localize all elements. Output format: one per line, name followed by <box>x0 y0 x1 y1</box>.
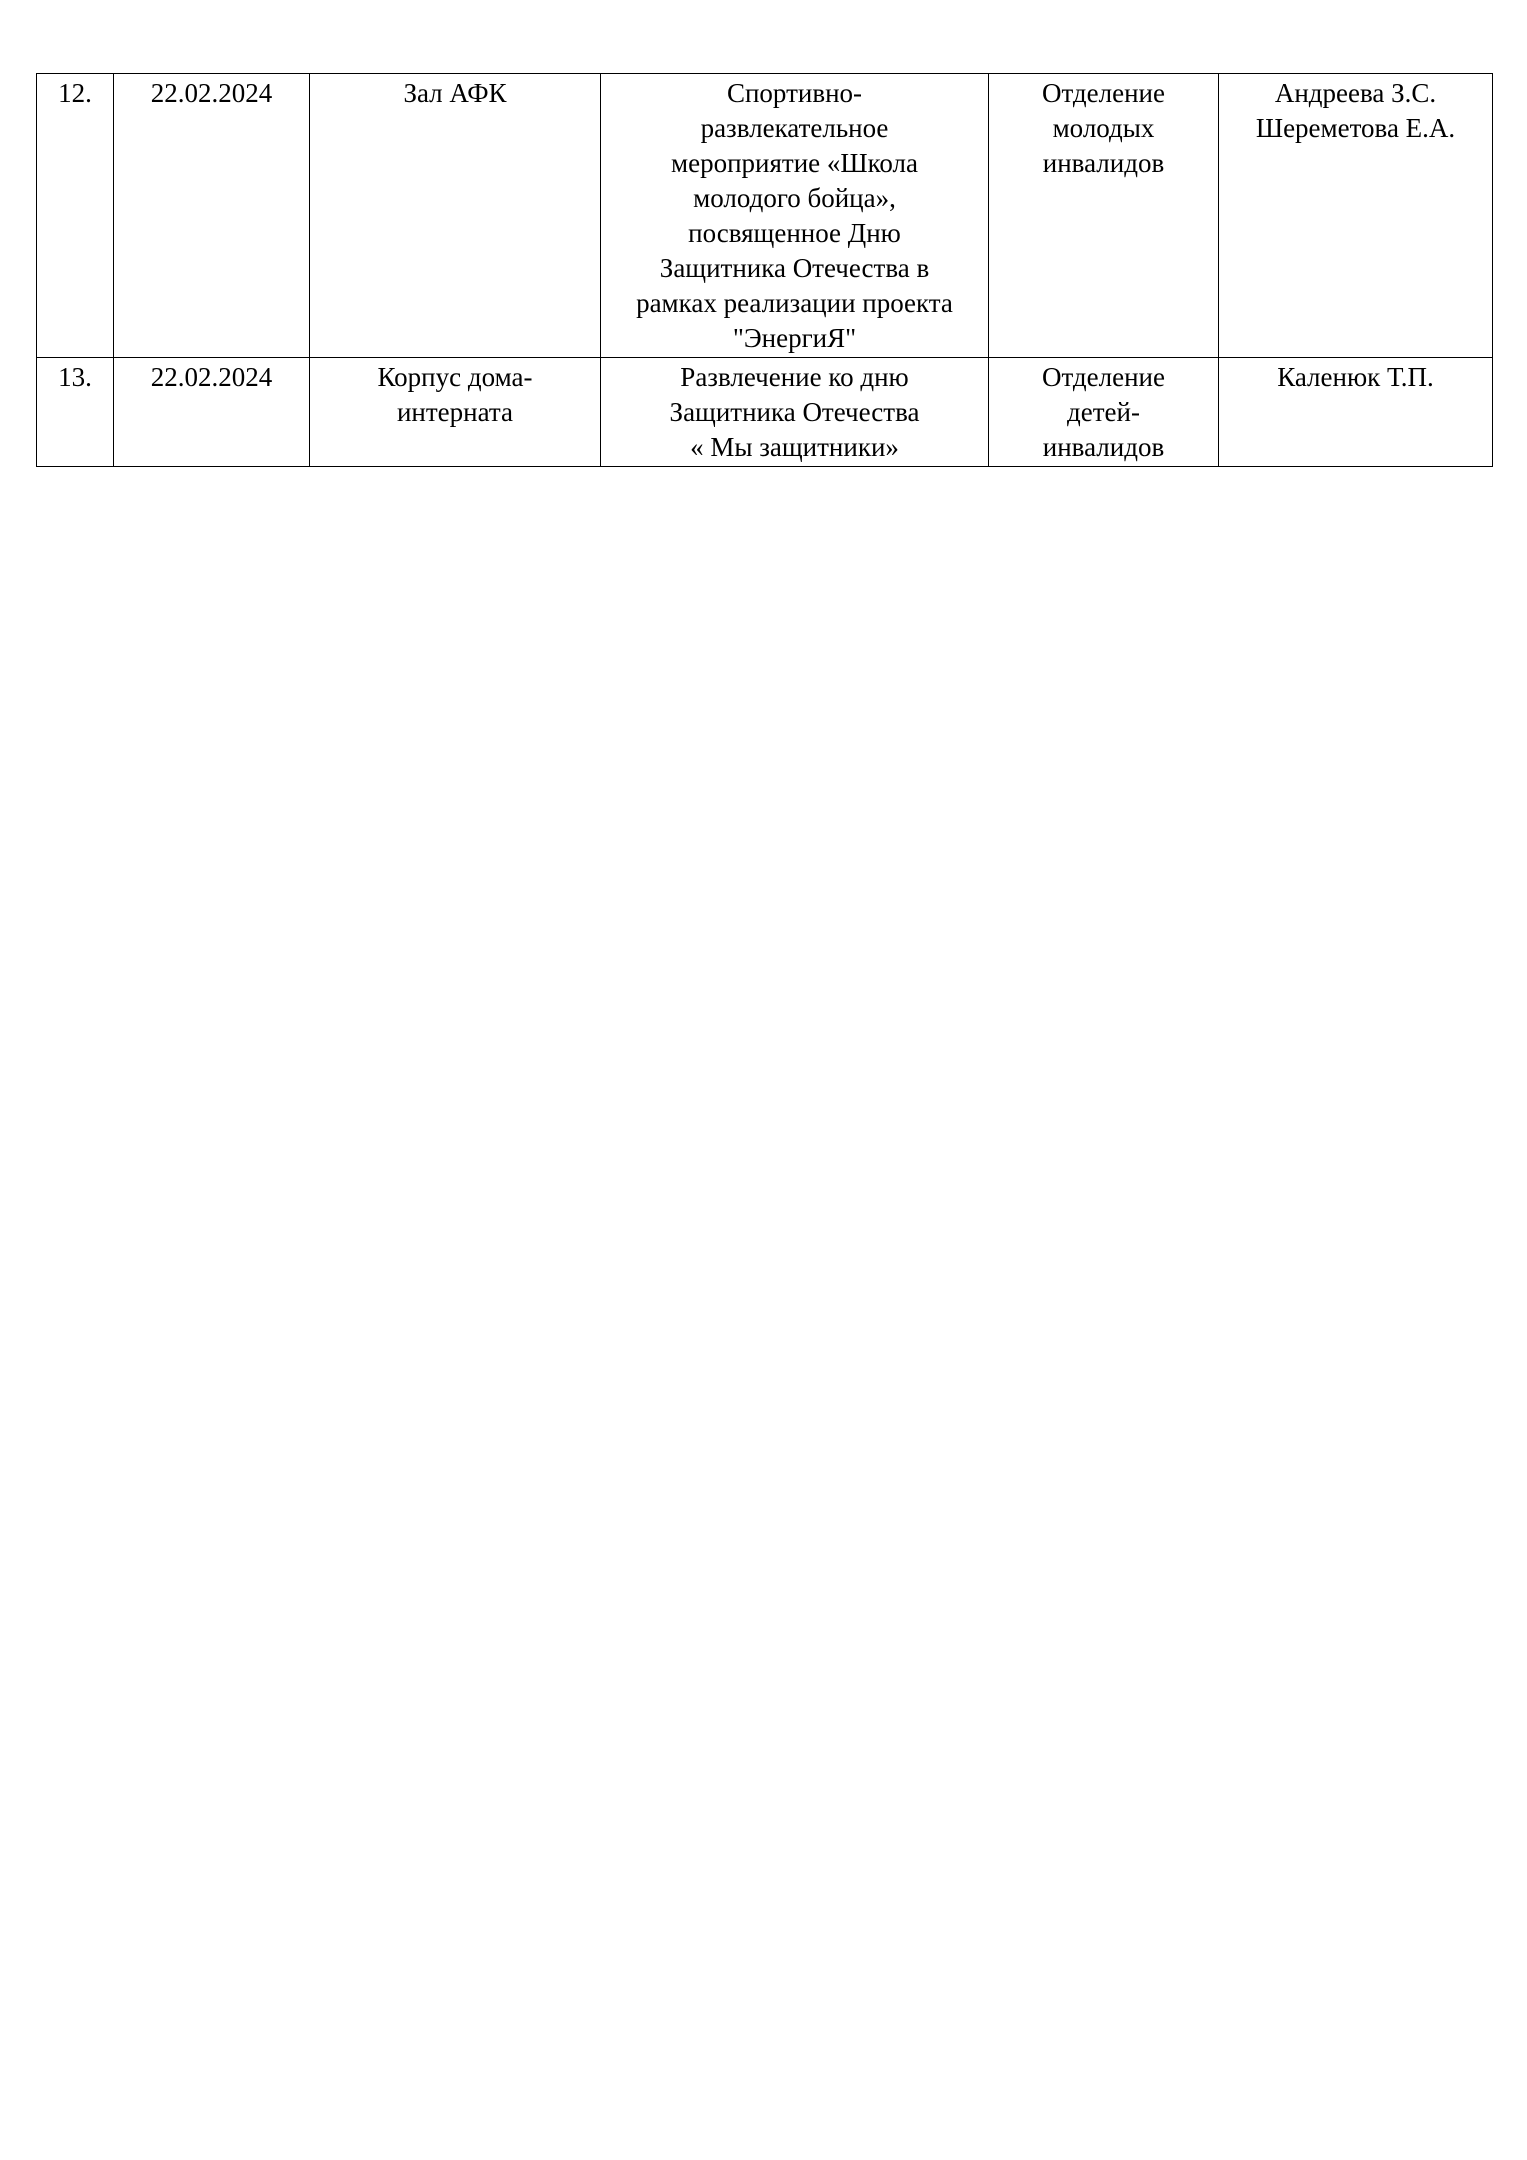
department-cell: Отделение молодых инвалидов <box>989 74 1219 358</box>
place-cell: Зал АФК <box>310 74 601 358</box>
events-table <box>36 73 1493 467</box>
place-cell: Корпус дома- интерната <box>310 358 601 467</box>
responsible-cell: Каленюк Т.П. <box>1219 358 1493 467</box>
responsible-cell: Андреева З.С. Шереметова Е.А. <box>1219 74 1493 358</box>
event-cell: Спортивно- развлекательное мероприятие «Школа молодого бойца», посвященное Дню Защитника Отечества в рамках реализации проекта "ЭнергиЯ" <box>601 74 989 358</box>
table-row <box>37 358 1493 467</box>
department-cell: Отделение детей- инвалидов <box>989 358 1219 467</box>
table-row <box>37 74 1493 358</box>
row-number-cell: 13. <box>37 358 114 467</box>
date-cell: 22.02.2024 <box>114 358 310 467</box>
date-cell: 22.02.2024 <box>114 74 310 358</box>
event-cell: Развлечение ко дню Защитника Отечества « Мы защитники» <box>601 358 989 467</box>
row-number-cell: 12. <box>37 74 114 358</box>
